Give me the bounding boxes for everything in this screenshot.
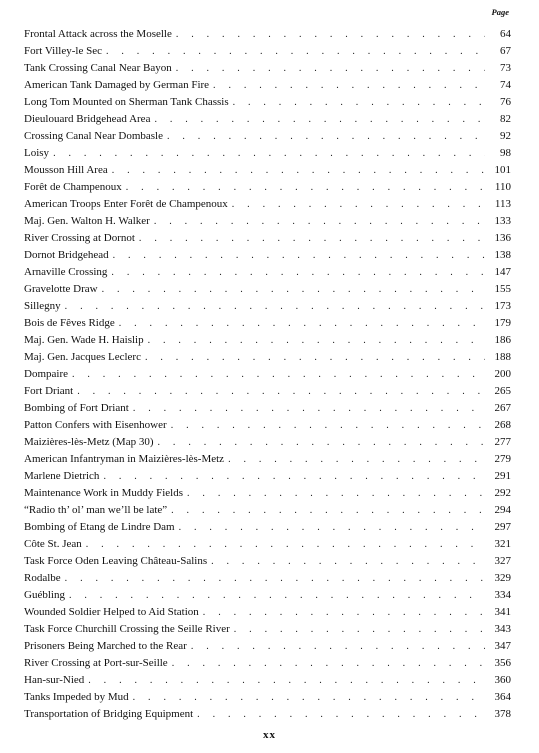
- dot-leader: [65, 570, 485, 587]
- list-item: [24, 519, 511, 536]
- entry-page-number: 329: [494, 572, 511, 584]
- entry-page-number: 291: [494, 470, 511, 482]
- entry-page-number: 179: [494, 317, 511, 329]
- entry-page-number: 138: [494, 249, 511, 261]
- list-item: [24, 298, 511, 315]
- entry-title: Maj. Gen. Jacques Leclerc: [24, 351, 141, 363]
- entry-title: Rodalbe: [24, 572, 61, 584]
- entry-title: Dieulouard Bridgehead Area: [24, 113, 151, 125]
- entry-title: Mousson Hill Area: [24, 164, 108, 176]
- entry-page-number: 292: [494, 487, 511, 499]
- list-item: [24, 366, 511, 383]
- entry-page-number: 113: [494, 198, 511, 210]
- entry-page-number: 297: [494, 521, 511, 533]
- dot-leader: [145, 349, 485, 366]
- entry-title: Task Force Oden Leaving Château-Salins: [24, 555, 208, 567]
- dot-leader: [88, 672, 485, 689]
- dot-leader: [187, 485, 485, 502]
- list-item: [24, 247, 511, 264]
- list-item: [24, 672, 511, 689]
- list-item: [24, 26, 511, 43]
- dot-leader: [102, 281, 485, 298]
- dot-leader: [179, 519, 485, 536]
- entry-title: Patton Confers with Eisenhower: [24, 419, 167, 431]
- dot-leader: [133, 689, 485, 706]
- entry-title: Dompaire: [24, 368, 68, 380]
- entry-page-number: 267: [494, 402, 511, 414]
- entry-title: River Crossing at Dornot: [24, 232, 135, 244]
- entry-title: Côte St. Jean: [24, 538, 82, 550]
- dot-leader: [233, 94, 485, 111]
- list-item: [24, 196, 511, 213]
- entry-page-number: 188: [494, 351, 511, 363]
- entry-page-number: 64: [500, 28, 511, 40]
- entry-title: Dornot Bridgehead: [24, 249, 109, 261]
- list-item: [24, 604, 511, 621]
- entry-title: Prisoners Being Marched to the Rear: [24, 640, 187, 652]
- entry-title: Maj. Gen. Wade H. Haislip: [24, 334, 144, 346]
- list-item: [24, 502, 511, 519]
- dot-leader: [172, 655, 485, 672]
- page-number: xx: [263, 729, 276, 741]
- entry-page-number: 136: [494, 232, 511, 244]
- list-item: [24, 281, 511, 298]
- entry-page-number: 334: [494, 589, 511, 601]
- entry-page-number: 347: [494, 640, 511, 652]
- dot-leader: [234, 621, 485, 638]
- dot-leader: [167, 128, 485, 145]
- entry-page-number: 279: [494, 453, 511, 465]
- entry-page-number: 92: [500, 130, 511, 142]
- list-item: [24, 145, 511, 162]
- dot-leader: [77, 383, 485, 400]
- dot-leader: [158, 434, 485, 451]
- list-item: [24, 400, 511, 417]
- list-item: [24, 553, 511, 570]
- entry-title: Arnaville Crossing: [24, 266, 108, 278]
- list-item: [24, 77, 511, 94]
- list-item: [24, 60, 511, 77]
- entry-page-number: 364: [494, 691, 511, 703]
- entry-page-number: 268: [494, 419, 511, 431]
- list-item: [24, 621, 511, 638]
- dot-leader: [213, 77, 485, 94]
- entry-title: Fort Villey-le Sec: [24, 45, 102, 57]
- entry-title: Maintenance Work in Muddy Fields: [24, 487, 184, 499]
- dot-leader: [111, 264, 485, 281]
- dot-leader: [171, 417, 485, 434]
- dot-leader: [203, 604, 485, 621]
- entry-page-number: 356: [494, 657, 511, 669]
- list-item: [24, 111, 511, 128]
- list-item: [24, 536, 511, 553]
- list-item: [24, 706, 511, 723]
- dot-leader: [176, 60, 485, 77]
- dot-leader: [154, 213, 485, 230]
- entry-page-number: 98: [500, 147, 511, 159]
- entry-page-number: 321: [494, 538, 511, 550]
- entry-page-number: 76: [500, 96, 511, 108]
- entry-page-number: 378: [494, 708, 511, 720]
- list-item: [24, 468, 511, 485]
- dot-leader: [113, 247, 485, 264]
- dot-leader: [154, 111, 485, 128]
- list-item: [24, 332, 511, 349]
- entry-title: Long Tom Mounted on Sherman Tank Chassis: [24, 96, 229, 108]
- dot-leader: [119, 315, 485, 332]
- list-item: [24, 638, 511, 655]
- entry-page-number: 110: [494, 181, 511, 193]
- entry-page-number: 173: [494, 300, 511, 312]
- entry-page-number: 341: [494, 606, 511, 618]
- entry-page-number: 343: [494, 623, 511, 635]
- entry-page-number: 360: [494, 674, 511, 686]
- entry-title: Guébling: [24, 589, 65, 601]
- dot-leader: [112, 162, 485, 179]
- entry-title: American Infantryman in Maizières-lès-Metz: [24, 453, 225, 465]
- dot-leader: [103, 468, 485, 485]
- entry-title: Fort Driant: [24, 385, 74, 397]
- list-item: [24, 434, 511, 451]
- entry-title: Marlene Dietrich: [24, 470, 100, 482]
- list-item: [24, 451, 511, 468]
- entry-title: Maj. Gen. Walton H. Walker: [24, 215, 150, 227]
- dot-leader: [72, 366, 485, 383]
- dot-leader: [106, 43, 485, 60]
- entry-title: Crossing Canal Near Dombasle: [24, 130, 163, 142]
- list-item: [24, 179, 511, 196]
- list-item: [24, 128, 511, 145]
- dot-leader: [228, 451, 485, 468]
- entry-title: Tank Crossing Canal Near Bayon: [24, 62, 172, 74]
- dot-leader: [176, 26, 485, 43]
- entry-title: Wounded Soldier Helped to Aid Station: [24, 606, 199, 618]
- entry-page-number: 294: [494, 504, 511, 516]
- dot-leader: [191, 638, 485, 655]
- dot-leader: [197, 706, 485, 723]
- list-item: [24, 383, 511, 400]
- entry-page-number: 74: [500, 79, 511, 91]
- list-item: [24, 655, 511, 672]
- entry-page-number: 186: [494, 334, 511, 346]
- entry-page-number: 200: [494, 368, 511, 380]
- dot-leader: [65, 298, 485, 315]
- entry-title: Bombing of Fort Driant: [24, 402, 129, 414]
- entry-page-number: 277: [494, 436, 511, 448]
- dot-leader: [53, 145, 485, 162]
- list-item: [24, 213, 511, 230]
- illustrations-list: [24, 26, 511, 723]
- list-item: [24, 94, 511, 111]
- entry-title: Tanks Impeded by Mud: [24, 691, 129, 703]
- list-item: [24, 587, 511, 604]
- entry-title: River Crossing at Port-sur-Seille: [24, 657, 168, 669]
- entry-title: Frontal Attack across the Moselle: [24, 28, 172, 40]
- list-item: [24, 315, 511, 332]
- dot-leader: [139, 230, 485, 247]
- dot-leader: [69, 587, 485, 604]
- list-item: [24, 43, 511, 60]
- entry-title: “Radio th’ ol’ man we’ll be late”: [24, 504, 168, 516]
- list-item: [24, 264, 511, 281]
- dot-leader: [133, 400, 485, 417]
- list-item: [24, 230, 511, 247]
- entry-page-number: 155: [494, 283, 511, 295]
- entry-title: Transportation of Bridging Equipment: [24, 708, 194, 720]
- list-item: [24, 162, 511, 179]
- dot-leader: [126, 179, 485, 196]
- entry-title: Forêt de Champenoux: [24, 181, 122, 193]
- list-item: [24, 417, 511, 434]
- list-item: [24, 689, 511, 706]
- entry-title: Loisy: [24, 147, 50, 159]
- dot-leader: [171, 502, 485, 519]
- dot-leader: [148, 332, 485, 349]
- entry-title: Han-sur-Nied: [24, 674, 85, 686]
- entry-title: Sillegny: [24, 300, 61, 312]
- list-item: [24, 349, 511, 366]
- entry-title: American Tank Damaged by German Fire: [24, 79, 210, 91]
- entry-page-number: 82: [500, 113, 511, 125]
- entry-page-number: 147: [494, 266, 511, 278]
- entry-title: Bombing of Etang de Lindre Dam: [24, 521, 175, 533]
- entry-page-number: 133: [494, 215, 511, 227]
- entry-page-number: 101: [494, 164, 511, 176]
- entry-page-number: 265: [494, 385, 511, 397]
- entry-page-number: 327: [494, 555, 511, 567]
- entry-title: Maizières-lès-Metz (Map 30): [24, 436, 154, 448]
- entry-title: American Troops Enter Forêt de Champenoux: [24, 198, 228, 210]
- dot-leader: [232, 196, 485, 213]
- list-item: [24, 485, 511, 502]
- entry-title: Task Force Churchill Crossing the Seille River: [24, 623, 230, 635]
- entry-title: Gravelotte Draw: [24, 283, 98, 295]
- entry-page-number: 73: [500, 62, 511, 74]
- entry-title: Bois de Fêves Ridge: [24, 317, 115, 329]
- list-item: [24, 570, 511, 587]
- dot-leader: [86, 536, 485, 553]
- page-column-heading: Page: [491, 7, 509, 17]
- dot-leader: [211, 553, 485, 570]
- entry-page-number: 67: [500, 45, 511, 57]
